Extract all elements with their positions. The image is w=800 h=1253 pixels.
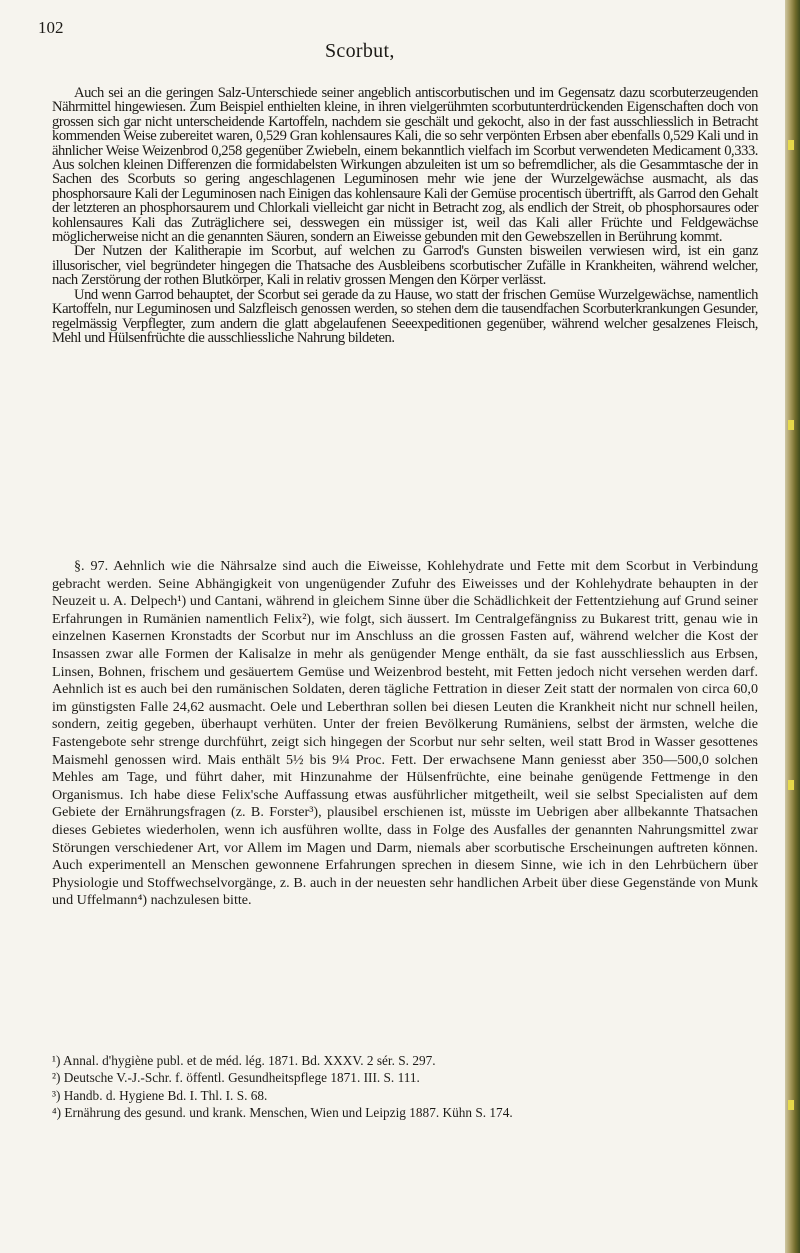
edge-mark bbox=[788, 140, 794, 150]
footnote-4: ⁴) Ernährung des gesund. und krank. Menschen, Wien und Leipzig 1887. Kühn S. 174. bbox=[52, 1105, 513, 1121]
edge-mark bbox=[788, 420, 794, 430]
text-block-section-97 bbox=[52, 558, 758, 910]
paragraph-salt-differences: Auch sei an die geringen Salz-Unterschiede seiner angeblich antiscorbutischen und im Gegensatz dazu scorbuterzeugenden Nährmittel hingewiesen. Zum Beispiel enthielten kleine, in ihren vielgerühmten scorbutunterdrückenden Eigenschaften doch von grossen sich gar nicht unterscheidende Kartoffeln, nachdem sie geschält und gekocht, also in der fast ausschliesslich in Betracht kommenden Weise zubereitet waren, 0,529 Gran kohlensaures Kali, die so sehr verpönten Erbsen aber ebenfalls 0,529 Kali und in ähnlicher Weise Weizenbrod 0,258 gegenüber Zwiebeln, einem bekanntlich vielfach im Scorbut verwendeten Medicament 0,333. Aus solchen kleinen Differenzen die formidabelsten Wirkungen abzuleiten ist um so befremdlicher, als die Gesammtasche der in Sachen des Scorbuts so gering angeschlagenen Leguminosen mehr wie jene der Wurzelgewächse ausmacht, als das phosphorsaure Kali der Leguminosen nach Einigen das kohlensaure Kali der Gemüse procentisch übertrifft, als Garrod den Gehalt der letzteren an phosphorsaurem und Chlorkali vielleicht gar nicht in Betracht zog, als endlich der Streit, ob phosphorsaures oder kohlensaures Kali das Zuträglichere sei, desswegen ein müssiger ist, weil das Kali aller Früchte und Feldgewächse möglicherweise nicht an die genannten Säuren, sondern an Eiweisse gebunden mit den Gewebszellen in Berührung kommt. bbox=[52, 85, 758, 246]
footnotes bbox=[52, 1052, 758, 1122]
footnote-1: ¹) Annal. d'hygiène publ. et de méd. lég. 1871. Bd. XXXV. 2 sér. S. 297. bbox=[52, 1053, 436, 1068]
paragraph-kali-therapy: Der Nutzen der Kalitherapie im Scorbut, auf welchen zu Garrod's Gunsten bisweilen verwiesen wird, ist ein ganz illusorischer, viel begründeter hingegen die Thatsache des Ausbleibens scorbutischer Zufälle in Krankheiten, während welcher, nach Zerstörung der rothen Blutkörper, Kali in relativ grossen Mengen den Körper verlässt. bbox=[52, 243, 758, 289]
edge-mark bbox=[788, 1100, 794, 1110]
edge-mark bbox=[788, 780, 794, 790]
running-header: Scorbut, bbox=[325, 40, 395, 62]
book-edge-binding bbox=[785, 0, 800, 1253]
footnote-2: ²) Deutsche V.-J.-Schr. f. öffentl. Gesundheitspflege 1871. III. S. 111. bbox=[52, 1070, 420, 1086]
page-number: 102 bbox=[38, 18, 64, 37]
text-block-upper bbox=[52, 86, 758, 345]
paragraph-garrod-claim: Und wenn Garrod behauptet, der Scorbut sei gerade da zu Hause, wo statt der frischen Gemüse Wurzelgewächse, namentlich Kartoffeln, nur Leguminosen und Salzfleisch genossen werden, so stehen dem die tausendfachen Scorbuterkrankungen Gesunder, regelmässig Verpflegter, zum andern die glatt abgelaufenen Seeexpeditionen gegenüber, während welcher gesalzenes Fleisch, Mehl und Hülsenfrüchte die ausschliessliche Nahrung bildeten. bbox=[52, 286, 758, 346]
footnote-3: ³) Handb. d. Hygiene Bd. I. Thl. I. S. 68. bbox=[52, 1087, 268, 1103]
paragraph-section-97: §. 97. Aehnlich wie die Nährsalze sind auch die Eiweisse, Kohlehydrate und Fette mit dem Scorbut in Verbindung gebracht werden. Seine Abhängigkeit von ungenügender Zufuhr des Eiweisses und der Kohlehydrate behaupten in der Neuzeit u. A. Delpech¹) und Cantani, während in gleichem Sinne über die Schädlichkeit der Fettentziehung auf Grund seiner Erfahrungen in Rumänien namentlich Felix²), wie folgt, sich äussert. Im Centralgefängniss zu Bukarest tritt, genau wie in einzelnen Kasernen Kronstadts der Scorbut nur im Anschluss an die grossen Fasten auf, während welcher die Kost der Insassen zwar alle Formen der Kalisalze in mehr als genügender Menge enthält, da sie fast ausschliesslich aus Erbsen, Linsen, Bohnen, frischem und gesäuertem Gemüse und Weizenbrod besteht, mit Fetten jedoch nicht versehen werden darf. Aehnlich ist es auch bei den rumänischen Soldaten, deren tägliche Fettration in dieser Zeit statt der normalen von circa 60,0 im günstigsten Falle 24,62 ausmacht. Oele und Leberthran sollen bei diesen Leuten die Krankheit nicht nur schnell heilen, sondern, zeitig gegeben, überhaupt verhüten. Unter der freien Bevölkerung Rumäniens, selbst der ärmsten, welche die Fastengebote sehr strenge durchführt, zeigt sich hingegen der Scorbut nur sehr selten, weil statt Brod in Wasser gesottenes Maismehl genossen wird. Mais enthält 5½ bis 9¼ Proc. Fett. Der erwachsene Mann geniesst aber 350—500,0 solchen Mehles am Tage, und führt daher, mit Hinzunahme der Hülsenfrüchte, eine beinahe genügende Fettmenge in den Organismus. Ich habe diese Felix'sche Auffassung etwas ausführlicher mitgetheilt, weil sie selbst Specialisten auf dem Gebiete der Ernährungsfragen (z. B. Forster³), plausibel erschienen ist, müsste im Uebrigen aber allbekannte Thatsachen dieses Gebietes wiederholen, wenn ich ausführen wollte, dass in Folge des Ausfalles der genannten Nahrungsmittel zwar Störungen verschiedener Art, vor Allem im Magen und Darm, niemals aber scorbutische Erscheinungen auftreten können. Auch experimentell an Menschen gewonnene Erfahrungen sprechen in diesem Sinne, wie ich in den Lehrbüchern über Physiologie und Stoffwechselvorgänge, z. B. auch in der neuesten sehr handlichen Arbeit über diese Gegenstände von Munk und Uffelmann⁴) nachzulesen bitte. bbox=[52, 558, 758, 909]
